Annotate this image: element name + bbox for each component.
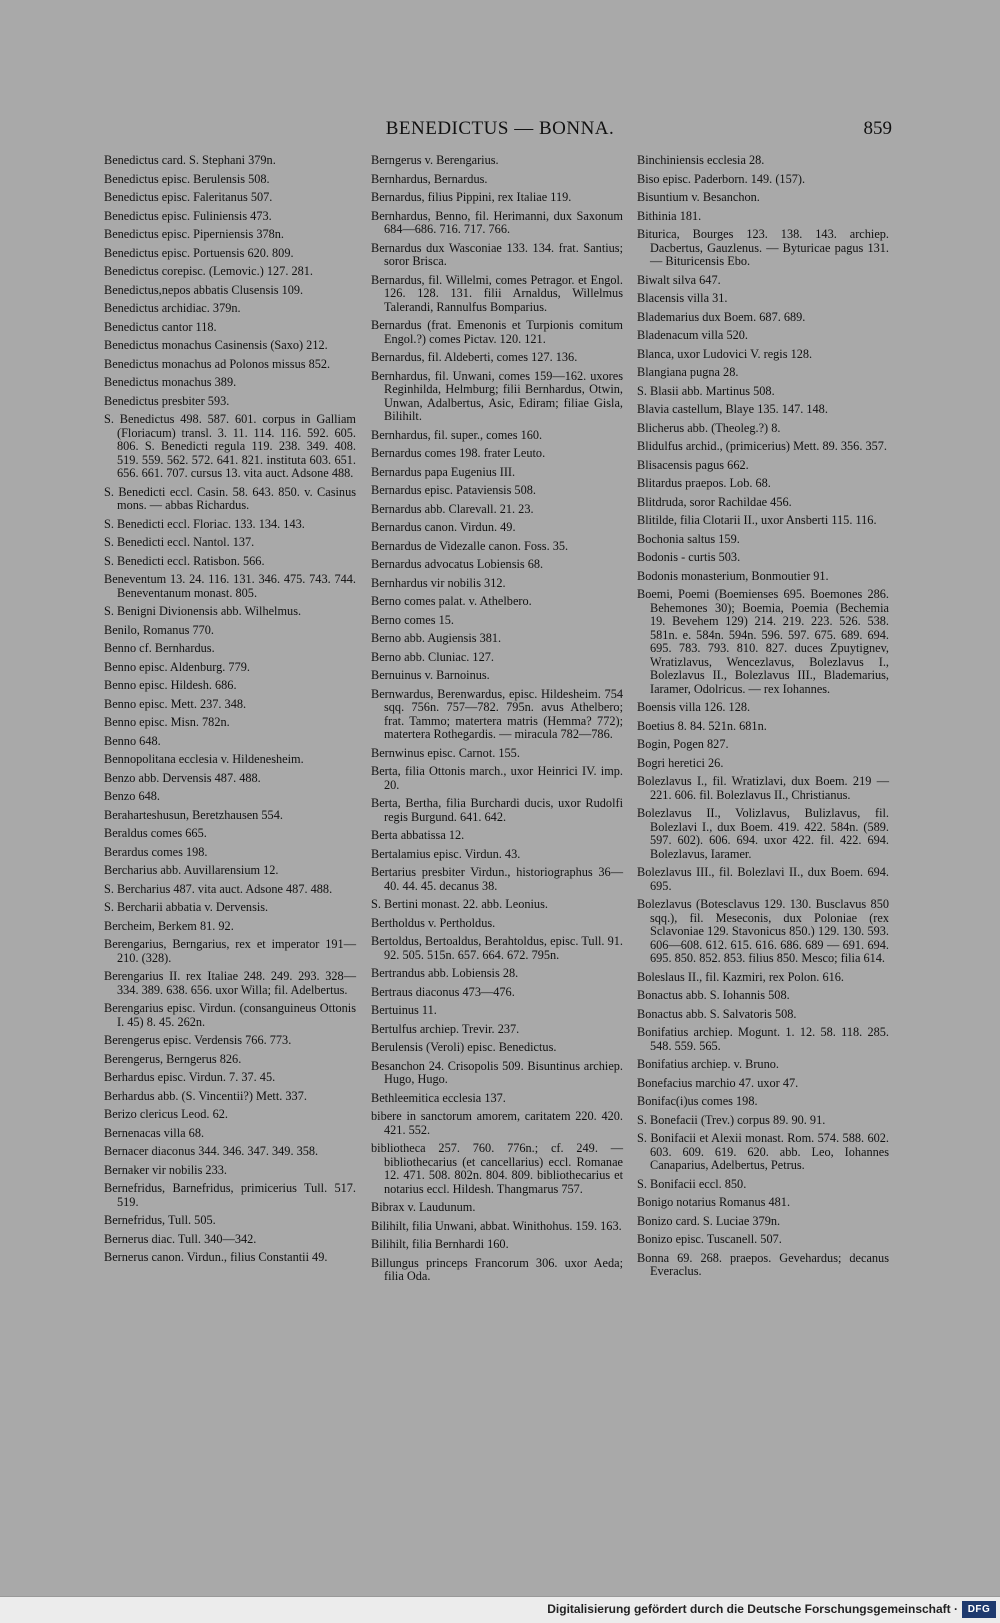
footer-credit-text: Digitalisierung gefördert durch die Deutsche Forschungsgemeinschaft · [547, 1602, 958, 1616]
index-entry: Benedictus episc. Berulensis 508. [104, 171, 270, 186]
index-entry: S. Bonifacii eccl. 850. [637, 1176, 747, 1191]
index-entry: S. Benedicti eccl. Ratisbon. 566. [104, 553, 265, 568]
index-entry: Bochonia saltus 159. [637, 531, 740, 546]
index-entry: Benilo, Romanus 770. [104, 622, 214, 637]
index-entry: Berta abbatissa 12. [371, 828, 465, 842]
index-entry: S. Bercharius 487. vita auct. Adsone 487. 488. [104, 881, 333, 896]
index-entry: Berno abb. Augiensis 381. [371, 631, 502, 645]
index-entry: Bonifac(i)us comes 198. [637, 1094, 758, 1108]
index-entry: Berengarius, Berngarius, rex et imperator 191—210. (328). [104, 937, 356, 965]
index-entry: Bolezlavus II., Volizlavus, Bulizlavus, fil. Bolezlavi I., dux Boem. 419. 422. 584n. (589. 597. 602). 606. 694. uxor 422. fil. 422. 694. Bolezlavus, Iaramer. [637, 806, 889, 861]
index-entry: Bithinia 181. [637, 208, 702, 223]
index-entry: Blitardus praepos. Lob. 68. [637, 476, 771, 490]
index-entry: Bonizo card. S. Luciae 379n. [637, 1213, 781, 1228]
index-entry: Benedictus cantor 118. [104, 319, 217, 334]
index-entry: Bernardus (frat. Emenonis et Turpionis comitum Engol.?) comes Pictav. 120. 121. [371, 318, 623, 346]
index-entry: Bertulfus archiep. Trevir. 237. [371, 1021, 520, 1036]
index-entry: Bernhardus, fil. Unwani, comes 159—162. uxores Reginhilda, Helmburg; filii Bernhardus, Otwin, Unwan, Adalbertus, Asic, Ediram; filiae Gisla, Bilihilt. [371, 368, 623, 423]
index-entry: Berizo clericus Leod. 62. [104, 1107, 228, 1121]
index-entry: S. Blasii abb. Martinus 508. [637, 383, 775, 398]
index-entry: Benedictus monachus Casinensis (Saxo) 212. [104, 338, 328, 352]
index-entry: Bertalamius episc. Virdun. 43. [371, 846, 521, 861]
index-entry: Boensis villa 126. 128. [637, 700, 751, 714]
index-entry: Bernardus dux Wasconiae 133. 134. frat. Santius; soror Brisca. [371, 240, 623, 268]
index-entry: Bladenacum villa 520. [637, 328, 748, 342]
index-entry: bibliotheca 257. 760. 776n.; cf. 249. — bibliothecarius (et cancellarius) eccl. Romanae 12. 471. 508. 802n. 804. 809. bibliothecarius et notarius eccl. Hildesh. Thangmarus 757. [371, 1141, 623, 1196]
index-entry: Bolezlavus (Botesclavus 129. 130. Busclavus 850 sqq.), fil. Meseconis, dux Poloniae (rex Sclavoniae 129. Stavonicus 850.) 129. 130. 593. 606—608. 612. 615. 616. 686. 689 — 691. 694. 695. 850. 852. 853. filius 850. Mesco; filia 614. [637, 897, 889, 965]
index-entry: Bercharius abb. Auvillarensium 12. [104, 863, 279, 877]
index-column-3 [637, 154, 889, 1284]
index-entry: Billungus princeps Francorum 306. uxor Aeda; filia Oda. [371, 1255, 623, 1283]
index-entry: Bernardus abb. Clarevall. 21. 23. [371, 501, 534, 516]
index-entry: Berengarius episc. Virdun. (consanguineus Ottonis I. 45) 8. 45. 262n. [104, 1001, 356, 1029]
index-entry: Bertoldus, Bertoaldus, Berahtoldus, episc. Tull. 91. 92. 505. 515n. 657. 664. 672. 795n. [371, 934, 623, 962]
index-entry: Benno 648. [104, 733, 161, 748]
index-entry: Blangiana pugna 28. [637, 365, 739, 379]
index-entry: Bernhardus vir nobilis 312. [371, 575, 506, 590]
index-entry: Bethleemitica ecclesia 137. [371, 1090, 506, 1105]
index-entry: bibere in sanctorum amorem, caritatem 220. 420. 421. 552. [371, 1109, 623, 1137]
index-entry: Benedictus card. S. Stephani 379n. [104, 153, 276, 167]
index-entry: Bernardus comes 198. frater Leuto. [371, 446, 546, 460]
index-entry: S. Bertini monast. 22. abb. Leonius. [371, 897, 548, 911]
page-header-title: BENEDICTUS — BONNA. [385, 118, 615, 139]
index-entry: Berengerus episc. Verdensis 766. 773. [104, 1033, 292, 1047]
index-entry: Bernaker vir nobilis 233. [104, 1162, 227, 1177]
index-entry: S. Benigni Divionensis abb. Wilhelmus. [104, 604, 302, 618]
index-entry: Beneventum 13. 24. 116. 131. 346. 475. 743. 744. Beneventanum monast. 805. [104, 572, 356, 600]
index-entry: Bernerus diac. Tull. 340—342. [104, 1231, 257, 1246]
index-entry: Boemi, Poemi (Boemienses 695. Boemones 286. Behemones 30); Boemia, Poemia (Bechemia 19. Bevehem 129) 214. 219. 223. 526. 538. 581n. e. 584n. 594n. 596. 597. 675. 689. 694. 695. 783. 793. 810. 827. duces Zpuytignev, Wratizlavus, Wencezlavus, Bolezlavus I., Bolezlavus II., Bolezlavus III., Blademarius, Iaramer, Odolricus. — rex Iohannes. [637, 587, 889, 696]
index-entry: Bernefridus, Tull. 505. [104, 1213, 216, 1227]
index-entry: Bertrandus abb. Lobiensis 28. [371, 966, 519, 980]
index-entry: Bernardus, fil. Aldeberti, comes 127. 136. [371, 350, 578, 364]
index-entry: Bernacer diaconus 344. 346. 347. 349. 358. [104, 1144, 319, 1158]
index-entry: Bercheim, Berkem 81. 92. [104, 918, 234, 933]
index-entry: Berta, filia Ottonis march., uxor Heinrici IV. imp. 20. [371, 764, 623, 792]
index-entry: S. Bonefacii (Trev.) corpus 89. 90. 91. [637, 1112, 826, 1127]
index-entry: Benzo abb. Dervensis 487. 488. [104, 770, 261, 785]
index-entry: Benedictus episc. Fuliniensis 473. [104, 208, 272, 223]
index-entry: Benedictus corepisc. (Lemovic.) 127. 281. [104, 264, 313, 278]
index-entry: Bogri heretici 26. [637, 755, 724, 770]
page-number: 859 [863, 118, 892, 139]
index-entry: Bonifatius archiep. v. Bruno. [637, 1057, 779, 1071]
index-entry: Berno comes palat. v. Athelbero. [371, 594, 532, 608]
index-entry: Bernardus de Videzalle canon. Foss. 35. [371, 538, 569, 553]
index-entry: Biturica, Bourges 123. 138. 143. archiep. Dacbertus, Gauzlenus. — Byturicae pagus 131. — Bituricensis Ebo. [637, 227, 889, 268]
index-entry: Binchiniensis ecclesia 28. [637, 153, 765, 167]
index-entry: Bernhardus, Benno, fil. Herimanni, dux Saxonum 684—686. 716. 717. 766. [371, 208, 623, 236]
index-entry: Beraharteshusun, Beretzhausen 554. [104, 807, 283, 822]
index-entry: Berhardus episc. Virdun. 7. 37. 45. [104, 1070, 276, 1084]
index-entry: Bonifatius archiep. Mogunt. 1. 12. 58. 118. 285. 548. 559. 565. [637, 1025, 889, 1053]
index-entry: Bolezlavus III., fil. Bolezlavi II., dux Boem. 694. 695. [637, 865, 889, 893]
index-entry: Berno abb. Cluniac. 127. [371, 649, 494, 664]
index-entry: Besanchon 24. Crisopolis 509. Bisuntinus archiep. Hugo, Hugo. [371, 1058, 623, 1086]
index-entry: Bonna 69. 268. praepos. Gevehardus; decanus Everaclus. [637, 1250, 889, 1278]
index-entry: Bennopolitana ecclesia v. Hildenesheim. [104, 752, 304, 766]
index-entry: Beraldus comes 665. [104, 826, 207, 840]
index-entry: Bernefridus, Barnefridus, primicerius Tull. 517. 519. [104, 1181, 356, 1209]
index-entry: Benno cf. Bernhardus. [104, 641, 215, 655]
index-entry: Bernardus, filius Pippini, rex Italiae 119. [371, 190, 572, 204]
index-entry: Blidulfus archid., (primicerius) Mett. 89. 356. 357. [637, 439, 887, 453]
index-entry: Benedictus,nepos abbatis Clusensis 109. [104, 282, 304, 297]
index-entry: S. Bercharii abbatia v. Dervensis. [104, 900, 269, 914]
index-entry: Bertarius presbiter Virdun., historiographus 36—40. 44. 45. decanus 38. [371, 865, 623, 893]
dfg-logo: DFG [962, 1601, 996, 1618]
index-entry: Bisuntium v. Besanchon. [637, 190, 760, 204]
index-entry: Bonefacius marchio 47. uxor 47. [637, 1075, 799, 1090]
index-entry: Bernardus, fil. Willelmi, comes Petragor. et Engol. 126. 128. 131. filii Arnaldus, Willelmus Talerandi, Rannulfus Bomparius. [371, 272, 623, 314]
index-entry: Bolezlavus I., fil. Wratizlavi, dux Boem. 219 — 221. 606. fil. Bolezlavus II., Christianus. [637, 774, 889, 802]
index-entry: Blademarius dux Boem. 687. 689. [637, 309, 806, 324]
index-entry: Bonactus abb. S. Salvatoris 508. [637, 1006, 797, 1021]
index-entry: Boleslaus II., fil. Kazmiri, rex Polon. 616. [637, 969, 844, 984]
index-entry: Benedictus monachus ad Polonos missus 852. [104, 356, 331, 371]
index-entry: Bodonis monasterium, Bonmoutier 91. [637, 568, 829, 583]
index-entry: Benno episc. Mett. 237. 348. [104, 696, 247, 711]
index-entry: Bernhardus, Bernardus. [371, 171, 488, 186]
index-entry: Bonizo episc. Tuscanell. 507. [637, 1232, 782, 1246]
index-entry: Bodonis - curtis 503. [637, 550, 741, 564]
index-entry: Benedictus archidiac. 379n. [104, 301, 241, 315]
index-entry: Benedictus monachus 389. [104, 375, 237, 389]
index-entry: Bonactus abb. S. Iohannis 508. [637, 988, 790, 1002]
index-entry: Bertuinus 11. [371, 1003, 437, 1017]
index-entry: Benedictus episc. Portuensis 620. 809. [104, 245, 294, 260]
index-entry: S. Benedictus 498. 587. 601. corpus in Galliam (Floriacum) transl. 3. 11. 114. 116. 592. 605. 806. S. Benedicti regula 119. 238. 349. 408. 519. 559. 562. 572. 641. 821. instituta 603. 651. 656. 661. 707. cursus 13. vita auct. Adsone 488. [104, 412, 356, 480]
index-entry: Blisacensis pagus 662. [637, 457, 749, 472]
index-entry: Blitdruda, soror Rachildae 456. [637, 494, 792, 509]
index-entry: Benzo 648. [104, 789, 161, 803]
index-entry: Blicherus abb. (Theoleg.?) 8. [637, 420, 781, 435]
index-entry: Benedictus presbiter 593. [104, 393, 230, 408]
index-entry: Berno comes 15. [371, 612, 454, 627]
index-entry: Blavia castellum, Blaye 135. 147. 148. [637, 402, 828, 416]
index-entry: Bogin, Pogen 827. [637, 737, 729, 751]
index-entry: Bernwinus episc. Carnot. 155. [371, 745, 520, 760]
index-entry: Bernerus canon. Virdun., filius Constantii 49. [104, 1250, 328, 1264]
index-entry: Bilihilt, filia Unwani, abbat. Winithohus. 159. 163. [371, 1218, 622, 1233]
index-entry: Bernardus episc. Pataviensis 508. [371, 483, 536, 497]
index-entry: Bertholdus v. Pertholdus. [371, 915, 496, 930]
index-entry: Biso episc. Paderborn. 149. (157). [637, 171, 806, 186]
index-entry: Bernardus advocatus Lobiensis 68. [371, 557, 544, 571]
index-entry: S. Bonifacii et Alexii monast. Rom. 574. 588. 602. 603. 609. 619. 620. abb. Leo, Iohannes Canaparius, Adelbertus, Petrus. [637, 1131, 889, 1172]
digitization-footer [0, 1596, 1000, 1623]
index-entry: Bernenacas villa 68. [104, 1125, 205, 1140]
index-entry: Berngerus v. Berengarius. [371, 153, 499, 167]
index-entry: Bertraus diaconus 473—476. [371, 984, 515, 999]
index-entry: S. Benedicti eccl. Nantol. 137. [104, 535, 255, 549]
index-entry: Biwalt silva 647. [637, 272, 721, 287]
index-entry: Berhardus abb. (S. Vincentii?) Mett. 337. [104, 1088, 307, 1103]
index-entry: Berengarius II. rex Italiae 248. 249. 293. 328—334. 389. 638. 656. uxor Willa; fil. Adelbertus. [104, 969, 356, 997]
index-entry: Boetius 8. 84. 521n. 681n. [637, 718, 767, 733]
index-entry: Blanca, uxor Ludovici V. regis 128. [637, 346, 813, 361]
index-entry: Blacensis villa 31. [637, 291, 728, 305]
index-column-2 [371, 154, 623, 1289]
index-entry: Berta, Bertha, filia Burchardi ducis, uxor Rudolfi regis Burgund. 641. 642. [371, 796, 623, 824]
index-entry: Bibrax v. Laudunum. [371, 1200, 476, 1214]
index-entry: Bonigo notarius Romanus 481. [637, 1195, 791, 1209]
index-entry: Benno episc. Aldenburg. 779. [104, 659, 250, 674]
index-entry: Berulensis (Veroli) episc. Benedictus. [371, 1040, 557, 1054]
index-entry: S. Benedicti eccl. Casin. 58. 643. 850. v. Casinus mons. — abbas Richardus. [104, 484, 356, 512]
index-column-1 [104, 154, 356, 1270]
index-entry: Benedictus episc. Faleritanus 507. [104, 190, 273, 204]
index-entry: Blitilde, filia Clotarii II., uxor Ansberti 115. 116. [637, 513, 877, 527]
index-entry: Bilihilt, filia Bernhardi 160. [371, 1237, 509, 1251]
index-entry: Benno episc. Hildesh. 686. [104, 678, 237, 692]
index-entry: Bernardus papa Eugenius III. [371, 464, 516, 479]
index-entry: Berengerus, Berngerus 826. [104, 1051, 242, 1066]
index-entry: Benno episc. Misn. 782n. [104, 715, 230, 729]
index-entry: Berardus comes 198. [104, 844, 208, 859]
index-entry: Bernhardus, fil. super., comes 160. [371, 427, 543, 442]
index-entry: Bernwardus, Berenwardus, episc. Hildesheim. 754 sqq. 756n. 757—782. 795n. avus Athelbero; frat. Tammo; matertera matris (Hemma? 772); matertera Rothegardis. — miracula 782—786. [371, 686, 623, 741]
index-entry: S. Benedicti eccl. Floriac. 133. 134. 143. [104, 516, 305, 531]
index-entry: Bernardus canon. Virdun. 49. [371, 520, 516, 534]
index-entry: Benedictus episc. Piperniensis 378n. [104, 227, 284, 241]
index-entry: Bernuinus v. Barnoinus. [371, 668, 490, 682]
